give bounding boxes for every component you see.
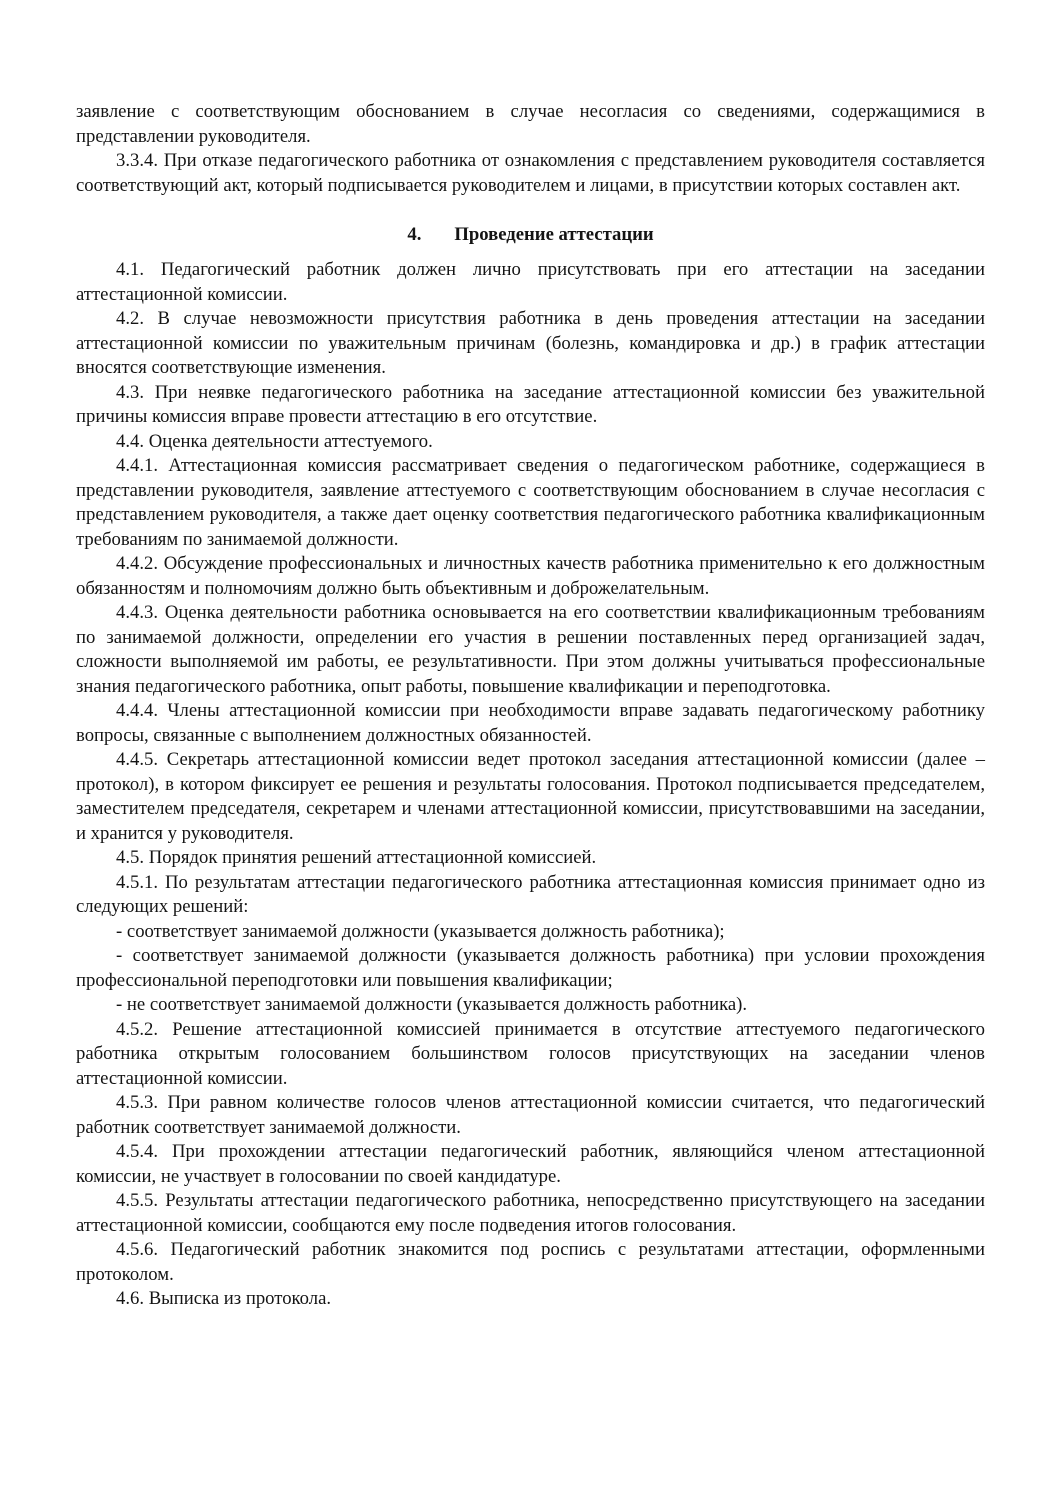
paragraph-4-5-6: 4.5.6. Педагогический работник знакомится под роспись с результатами аттестации, оформленными протоколом.	[76, 1239, 985, 1285]
paragraph-4-3: 4.3. При неявке педагогического работника на заседание аттестационной комиссии без уважительной причины комиссия вправе провести аттестацию в его отсутствие.	[76, 381, 985, 427]
paragraph-4-6: 4.6. Выписка из протокола.	[116, 1288, 332, 1309]
paragraph-4-2: 4.2. В случае невозможности присутствия работника в день проведения аттестации на заседании аттестационной комиссии по уважительным причинам (болезнь, командировка и др.) в график аттестации вносятся соответствующие изменения.	[76, 308, 985, 378]
list-item-decision-3: - не соответствует занимаемой должности (указывается должность работника).	[116, 994, 748, 1015]
paragraph-4-4-1: 4.4.1. Аттестационная комиссия рассматривает сведения о педагогическом работнике, содержащиеся в представлении руководителя, заявление аттестуемого с соответствующим обоснованием в случае несогласия с представлением руководителя, а также дает оценку соответствия педагогического работника квалификационным требованиям по занимаемой должности.	[76, 455, 985, 550]
paragraph-4-4-3: 4.4.3. Оценка деятельности работника основывается на его соответствии квалификационным требованиям по занимаемой должности, определении его участия в решении поставленных перед организацией задач, сложности выполняемой им работы, ее результативности. При этом должны учитываться профессиональные знания педагогического работника, опыт работы, повышение квалификации и переподготовка.	[76, 602, 985, 697]
paragraph-4-5: 4.5. Порядок принятия решений аттестационной комиссией.	[116, 847, 597, 868]
paragraph-4-4-4: 4.4.4. Члены аттестационной комиссии при необходимости вправе задавать педагогическому работнику вопросы, связанные с выполнением должностных обязанностей.	[76, 700, 985, 746]
paragraph-3-3-4: 3.3.4. При отказе педагогического работника от ознакомления с представлением руководителя составляется соответствующий акт, который подписывается руководителем и лицами, в присутствии которых составлен акт.	[76, 150, 985, 196]
paragraph-4-5-4: 4.5.4. При прохождении аттестации педагогический работник, являющийся членом аттестационной комиссии, не участвует в голосовании по своей кандидатуре.	[76, 1141, 985, 1187]
paragraph-4-5-5: 4.5.5. Результаты аттестации педагогического работника, непосредственно присутствующего на заседании аттестационной комиссии, сообщаются ему после подведения итогов голосования.	[76, 1190, 985, 1236]
section-number: 4.	[407, 223, 422, 245]
paragraph-4-5-1: 4.5.1. По результатам аттестации педагогического работника аттестационная комиссия принимает одно из следующих решений:	[76, 871, 985, 917]
list-item-decision-2: - соответствует занимаемой должности (указывается должность работника) при условии прохождения профессиональной переподготовки или повышения квалификации;	[76, 945, 985, 991]
paragraph-4-4: 4.4. Оценка деятельности аттестуемого.	[116, 430, 433, 452]
section-title: Проведение аттестации	[454, 223, 654, 245]
paragraph-4-4-2: 4.4.2. Обсуждение профессиональных и личностных качеств работника применительно к его должностным обязанностям и полномочиям должно быть объективным и доброжелательным.	[76, 553, 985, 599]
list-item-decision-1: - соответствует занимаемой должности (указывается должность работника);	[116, 920, 725, 942]
section-heading	[76, 212, 985, 258]
paragraph-4-5-3: 4.5.3. При равном количестве голосов членов аттестационной комиссии считается, что педагогический работник соответствует занимаемой должности.	[76, 1092, 985, 1138]
paragraph-4-1: 4.1. Педагогический работник должен лично присутствовать при его аттестации на заседании аттестационной комиссии.	[76, 259, 985, 305]
paragraph-4-5-2: 4.5.2. Решение аттестационной комиссией принимается в отсутствие аттестуемого педагогического работника открытым голосованием большинством голосов присутствующих на заседании членов аттестационной комиссии.	[76, 1018, 985, 1089]
paragraph-4-4-5: 4.4.5. Секретарь аттестационной комиссии ведет протокол заседания аттестационной комиссии (далее – протокол), в котором фиксирует ее решения и результаты голосования. Протокол подписывается председателем, заместителем председателя, секретарем и членами аттестационной комиссии, присутствовавшими на заседании, и хранится у руководителя.	[76, 749, 985, 844]
paragraph-continuation: заявление с соответствующим обоснованием в случае несогласия со сведениями, содержащимися в представлении руководителя.	[76, 101, 985, 147]
